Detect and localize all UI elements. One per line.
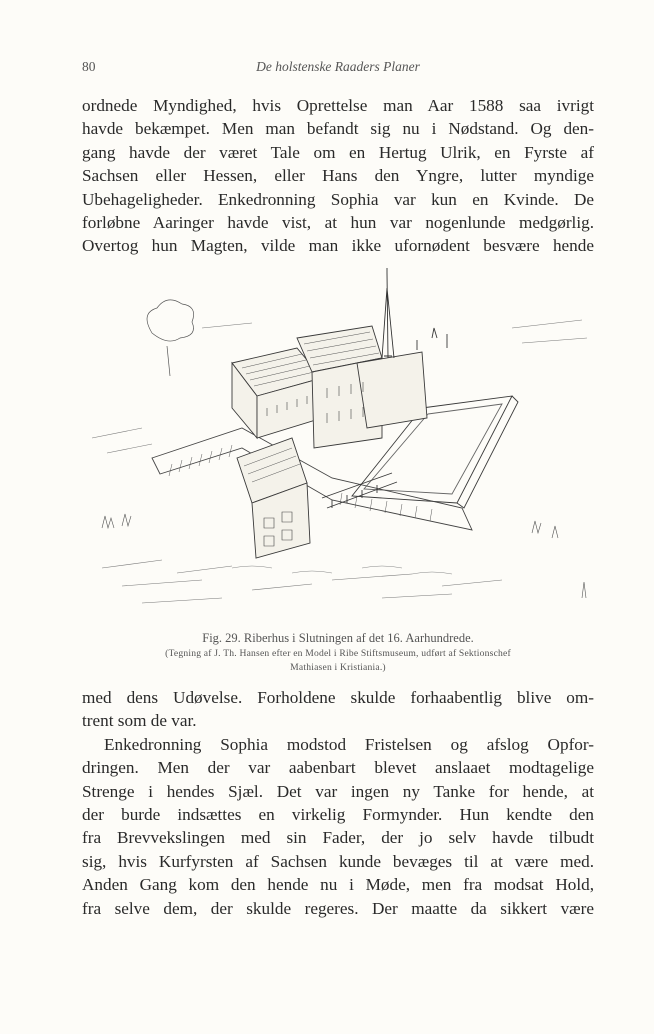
text-line: fra Brevvekslingen med sin Fader, der jo selv havde tilbudt [82, 828, 594, 848]
text-line: fra selve dem, der skulde regeres. Der maatte da sikkert være [82, 898, 594, 918]
top-paragraph [82, 94, 594, 258]
text-line: der burde indsættes en virkelig Formynder. Hun kendte den [82, 805, 594, 825]
text-line: ordnede Myndighed, hvis Oprettelse man Aar 1588 saa ivrigt [82, 96, 594, 115]
castle-illustration [82, 268, 594, 620]
figure-caption [82, 630, 594, 674]
running-head [82, 59, 594, 79]
text-line: Enkedronning Sophia modstod Fristelsen og afslog Opfor- [104, 734, 594, 754]
text-line: Overtog hun Magten, vilde man ikke ufornødent besvære hende [82, 236, 594, 256]
running-title: De holstenske Raaders Planer [256, 59, 420, 74]
bottom-text [82, 686, 594, 920]
text-line: havde bekæmpet. Men man befandt sig nu i Nødstand. Og den- [82, 119, 594, 139]
page-number: 80 [82, 59, 96, 74]
text-line: Ubehageligheder. Enkedronning Sophia var kun en Kvinde. De [82, 189, 594, 209]
caption-title: Fig. 29. Riberhus i Slutningen af det 16. Aarhundrede. [202, 631, 474, 645]
text-line: trent som de var. [82, 711, 197, 731]
text-line: dringen. Men der var aabenbart blevet anslaaet modtagelige [82, 758, 594, 778]
text-line: Anden Gang kom den hende nu i Møde, men fra modsat Hold, [82, 875, 594, 895]
text-line: gang havde der været Tale om en Hertug Ulrik, en Fyrste af [82, 142, 594, 162]
paragraph [82, 733, 594, 920]
text-line: Sachsen eller Hessen, eller Hans den Yngre, lutter myndige [82, 166, 594, 186]
text-line: Strenge i hendes Sjæl. Det var ingen ny Tanke for hende, at [82, 781, 594, 801]
caption-credit-line: (Tegning af J. Th. Hansen efter en Model i Ribe Stiftsmuseum, udført af Sektionschef [165, 648, 511, 659]
text-line: med dens Udøvelse. Forholdene skulde forhaabentlig blive om- [82, 688, 594, 707]
text-line: forløbne Aaringer havde vist, at hun var nogenlunde medgørlig. [82, 213, 594, 233]
text-line: sig, hvis Kurfyrsten af Sachsen kunde bevæges til at være med. [82, 851, 594, 871]
paragraph [82, 686, 594, 733]
caption-credit-line: Mathiasen i Kristiania.) [290, 662, 386, 673]
